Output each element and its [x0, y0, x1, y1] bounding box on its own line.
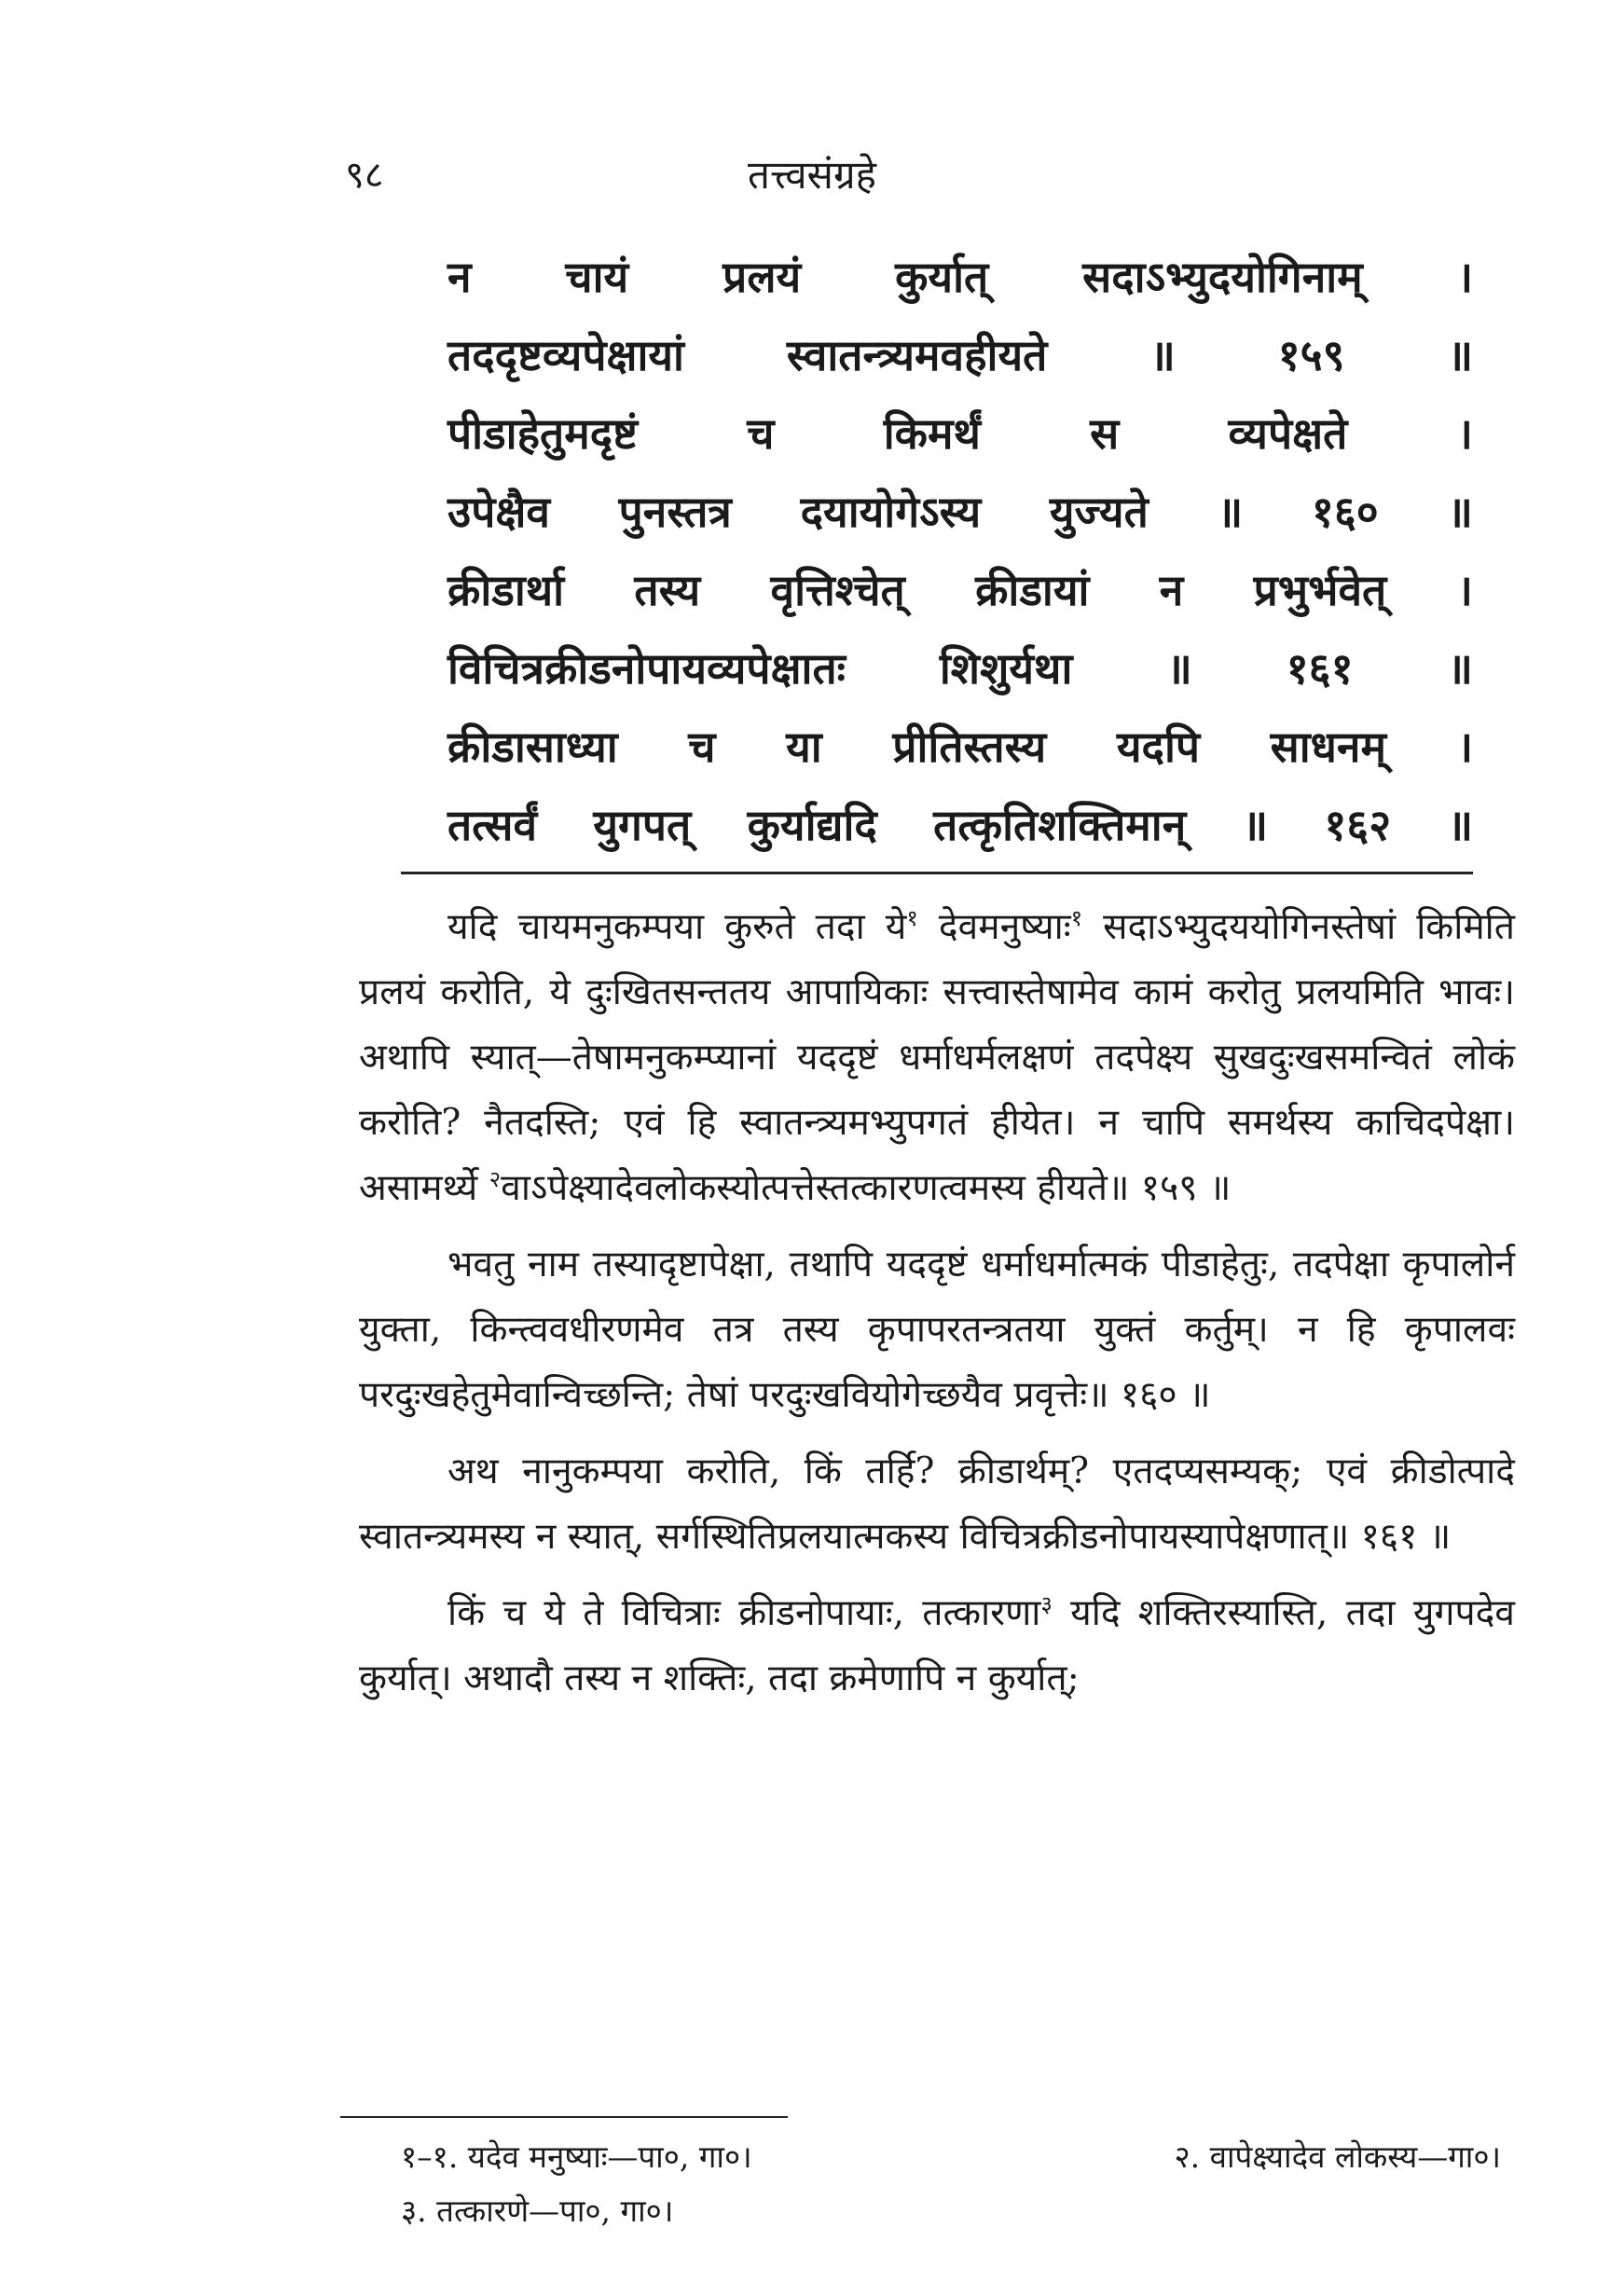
footnotes [401, 2130, 1501, 2238]
running-title: तत्त्वसंग्रहे [748, 152, 876, 198]
verse-line: पीडाहेतुमदृष्टं च किमर्थं स व्यपेक्षते । [447, 408, 1473, 459]
page-number: ९८ [345, 154, 384, 197]
text-run: यदि शक्तिरस्यास्ति, तदा युगपदेव कुर्यात्। अथादौ तस्य न शक्तिः, तदा क्रमेणापि न कुर्यात्; [359, 1592, 1515, 1699]
verse-line: तत्सर्वं युगपत् कुर्याद्यदि तत्कृतिशक्तिमान् ॥ १६२ ॥ [447, 800, 1473, 850]
commentary-paragraph-162 [359, 1581, 1515, 1712]
text-run: देवमनुष्याः [917, 906, 1071, 948]
verse-line: विचित्रक्रीडनोपायव्यपेक्षातः शिशुर्यथा ॥ १६१ ॥ [447, 643, 1473, 694]
text-run: किं च ये ते विचित्राः क्रीडनोपायाः, तत्कारणा [447, 1592, 1041, 1634]
commentary-paragraph-160: भवतु नाम तस्यादृष्टापेक्षा, तथापि यददृष्टं धर्माधर्मात्मकं पीडाहेतुः, तदपेक्षा कृपालोर्न युक्ता, किन्त्ववधीरणमेव तत्र तस्य कृपापरतन्त्रतया युक्तं कर्तुम्। न हि कृपालवः परदुःखहेतुमेवान्विच्छन्ति; तेषां परदुःखवियोगेच्छयैव प्रवृत्तेः॥ १६० ॥ [359, 1244, 1515, 1416]
commentary-paragraph-159 [359, 895, 1515, 1221]
commentary-paragraph-161: अथ नानुकम्पया करोति, किं तर्हि? क्रीडार्थम्? एतदप्यसम्यक्; एवं क्रीडोत्पादे स्वातन्त्र्यमस्य न स्यात्, सर्गस्थितिप्रलयात्मकस्य विचित्रक्रीडनोपायस्यापेक्षणात्॥ १६१ ॥ [359, 1450, 1515, 1558]
footnote-marker: १ [906, 905, 918, 931]
verse-divider [401, 872, 1473, 874]
footnote-row [401, 2184, 1501, 2238]
text-run: सदाऽभ्युदययोगिनस्तेषां किमिति प्रलयं करोति, ये दुःखितसन्ततय आपायिकाः सत्त्वास्तेषामेव कामं करोतु प्रलयमिति भावः। अथापि स्यात्—तेषामनुकम्प्यानां यददृष्टं धर्माधर्मलक्षणं तदपेक्ष्य सुखदुःखसमन्वितं लोकं करोति? नैतदस्ति; एवं हि स्वातन्त्र्यमभ्युपगतं हीयेत। न चापि समर्थस्य काचिदपेक्षा। असामर्थ्ये [359, 906, 1516, 1209]
footnote-1: १–१. यदेव मनुष्याः—पा०, गा०। [401, 2138, 752, 2175]
text-run: यदि चायमनुकम्पया कुरुते तदा ये [447, 906, 907, 948]
verse-line: क्रीडार्था तस्य वृत्तिश्चेत् क्रीडायां न प्रभुर्भवेत् । [447, 565, 1473, 615]
verse-line: क्रीडासाध्या च या प्रीतिस्तस्य यदपि साधनम् । [447, 722, 1473, 772]
footnote-marker: १ [1070, 905, 1083, 931]
footnote-row [401, 2130, 1501, 2184]
footnote-marker: ३ [1040, 1591, 1053, 1617]
verse-line: उपेक्षैव पुनस्तत्र दयायोगेऽस्य युज्यते ॥ १६० ॥ [447, 487, 1473, 537]
verse-line: तददृष्टव्यपेक्षायां स्वातन्त्र्यमवहीयते ॥ १५९ ॥ [447, 330, 1473, 380]
footnote-2: २. वापेक्ष्यादेव लोकस्य—गा०। [1174, 2138, 1501, 2175]
commentary [359, 895, 1515, 1723]
footnote-3: ३. तत्कारणे—पा०, गा०। [401, 2193, 674, 2229]
text-run: वाऽपेक्ष्यादेवलोकस्योत्पत्तेस्तत्कारणत्वमस्य हीयते॥ १५९ ॥ [501, 1167, 1232, 1209]
verse-block [447, 238, 1473, 864]
verse-line: न चायं प्रलयं कुर्यात् सदाऽभ्युदयोगिनाम् । [447, 252, 1473, 302]
footnote-divider [340, 2116, 788, 2118]
footnote-marker: २ [489, 1166, 502, 1192]
